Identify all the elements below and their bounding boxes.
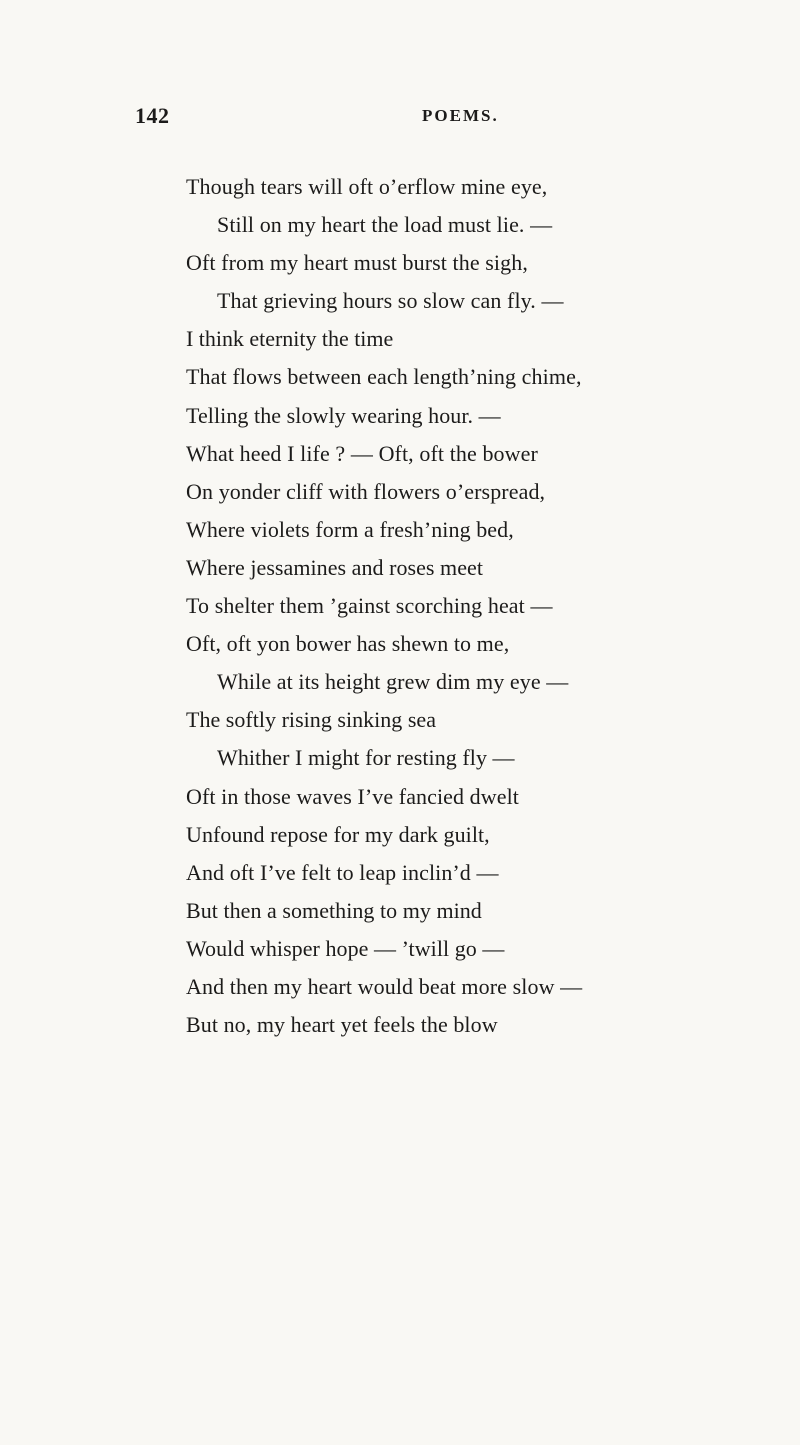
verse-line: To shelter them ’gainst scorching heat —	[186, 593, 553, 619]
verse-line: The softly rising sinking sea	[186, 707, 437, 733]
verse-line: Where violets form a fresh’ning bed,	[186, 516, 514, 542]
header-title: POEMS.	[422, 106, 499, 125]
verse-line: On yonder cliff with flowers o’erspread,	[186, 478, 546, 504]
verse-line: Unfound repose for my dark guilt,	[186, 821, 490, 847]
verse-line: That grieving hours so slow can fly. —	[217, 288, 564, 314]
verse-line: What heed I life ? — Oft, oft the bower	[186, 440, 538, 466]
verse-line: I think eternity the time	[186, 326, 394, 352]
verse-line: Though tears will oft o’erflow mine eye,	[186, 174, 548, 199]
page-number: 142	[135, 103, 170, 128]
verse-line: But no, my heart yet feels the blow	[186, 1012, 498, 1038]
verse-line: That flows between each length’ning chime,	[186, 364, 582, 390]
verse-line: Where jessamines and roses meet	[186, 554, 483, 580]
running-head	[135, 103, 715, 133]
poem-text	[0, 168, 800, 1044]
verse-line: And then my heart would beat more slow —	[186, 973, 583, 999]
verse-line: While at its height grew dim my eye —	[217, 669, 569, 695]
verse-line: Telling the slowly wearing hour. —	[186, 402, 501, 428]
verse-line: And oft I’ve felt to leap inclin’d —	[186, 859, 499, 885]
verse-line: Would whisper hope — ’twill go —	[186, 935, 505, 961]
verse-line: Whither I might for resting fly —	[217, 745, 515, 771]
verse-line: Still on my heart the load must lie. —	[217, 212, 553, 238]
verse-line: But then a something to my mind	[186, 897, 482, 923]
verse-line: Oft from my heart must burst the sigh,	[186, 250, 528, 276]
verse-line: Oft, oft yon bower has shewn to me,	[186, 631, 510, 657]
verse-line: Oft in those waves I’ve fancied dwelt	[186, 783, 519, 809]
